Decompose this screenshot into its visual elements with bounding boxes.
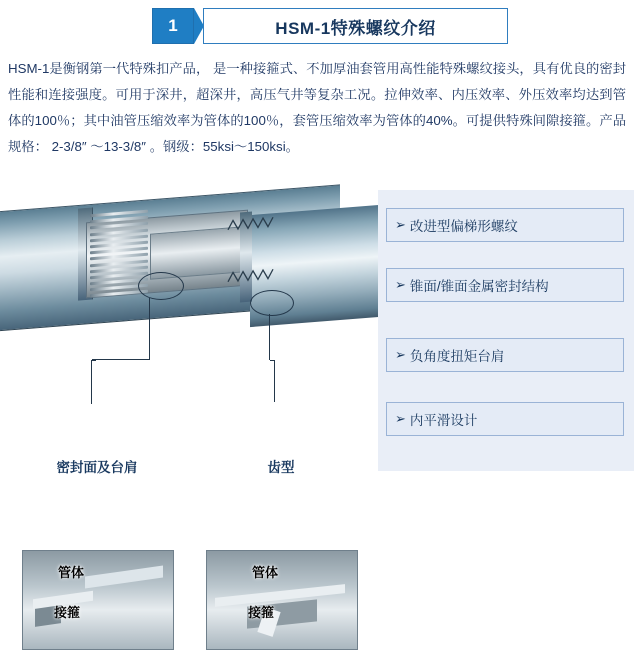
detail-image-thread: [206, 550, 358, 650]
detail-right-caption: 齿型: [267, 460, 295, 475]
callout-circle-thread: [250, 290, 294, 316]
feature-item-4[interactable]: [386, 402, 624, 436]
leader-line-thread-vertical: [269, 314, 270, 360]
feature-item-3[interactable]: [386, 338, 624, 372]
pipe-coupling-figure: [0, 190, 378, 620]
page-title: HSM-1特殊螺纹介绍: [275, 18, 436, 38]
feature-item-3-label: 负角度扭矩台肩: [409, 349, 505, 364]
detail-left-label-top: 管体: [58, 565, 85, 580]
feature-item-2[interactable]: [386, 268, 624, 302]
paragraph-text: HSM-1是衡钢第一代特殊扣产品， 是一种接箍式、不加厚油套管用高性能特殊螺纹接头，具有优良的密封性能和连接强度。可用于深井，超深井，高压气井等复杂工况。拉伸效率、内压效率、外压效率均达到管体的100％；其中油管压缩效率为管体的100％，套管压缩效率为管体的40%。可提供特殊间隙接箍。产品规格： 2-3/8″ ～13-3/8″ 。钢级：55ksi～150ksi。: [8, 61, 626, 154]
leader-line-seal-down: [91, 360, 92, 404]
body-paragraph: [8, 56, 626, 160]
leader-line-seal-vertical: [149, 298, 150, 360]
feature-item-4-label: 内平滑设计: [409, 413, 478, 428]
detail-shape-c: [85, 566, 163, 589]
section-number-badge: [152, 8, 194, 44]
slide-title-bar: [152, 8, 508, 44]
detail-left-caption: 密封面及台肩: [56, 460, 138, 475]
detail-image-seal: [22, 550, 174, 650]
detail-left-label-bottom: 接箍: [54, 605, 81, 620]
feature-item-2-label: 锥面/锥面金属密封结构: [409, 279, 549, 294]
detail-right-label-bottom: 接箍: [248, 605, 275, 620]
title-box: [203, 8, 508, 44]
arrow-right-icon: ➢: [395, 411, 406, 426]
detail-right-label-top: 管体: [252, 565, 279, 580]
arrow-right-icon: ➢: [395, 217, 406, 232]
feature-list-panel: [378, 190, 634, 471]
leader-line-seal-horizontal: [92, 359, 150, 360]
leader-line-seal-joint: [92, 360, 96, 361]
arrow-right-icon: ➢: [395, 277, 406, 292]
feature-item-1-label: 改进型偏梯形螺纹: [409, 219, 518, 234]
section-number: 1: [168, 16, 178, 35]
arrow-right-icon: ➢: [395, 347, 406, 362]
feature-item-1[interactable]: [386, 208, 624, 242]
callout-circle-seal: [138, 272, 184, 300]
leader-line-thread-down: [274, 360, 275, 402]
